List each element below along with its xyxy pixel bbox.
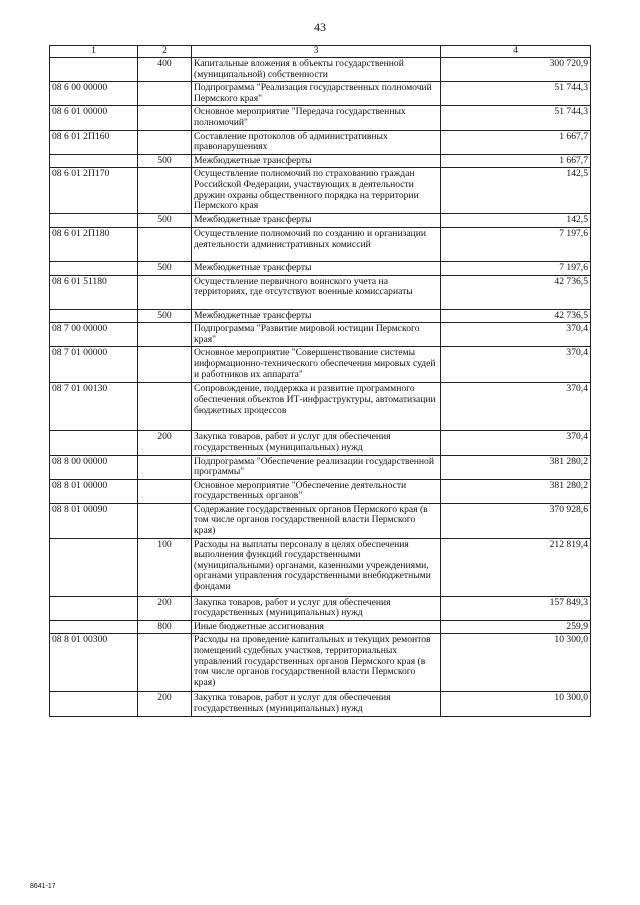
table-row bbox=[50, 106, 591, 130]
row-amount-cell: 51 744,3 bbox=[441, 106, 591, 130]
row-code-cell: 08 6 01 2П160 bbox=[50, 130, 138, 154]
table-row bbox=[50, 309, 591, 323]
row-type-cell: 800 bbox=[138, 620, 192, 634]
row-name-cell: Подпрограмма "Реализация государственных полномочий Пермского края" bbox=[192, 82, 441, 106]
row-code-cell: 08 8 01 00300 bbox=[50, 634, 138, 692]
row-code-cell bbox=[50, 538, 138, 596]
row-code-cell: 08 8 00 00000 bbox=[50, 455, 138, 479]
table-row bbox=[50, 383, 591, 431]
row-type-cell bbox=[138, 275, 192, 309]
row-type-cell bbox=[138, 503, 192, 538]
row-name-cell: Межбюджетные трансферты bbox=[192, 309, 441, 323]
row-code-cell: 08 6 01 2П180 bbox=[50, 227, 138, 261]
row-amount-cell: 370,4 bbox=[441, 431, 591, 455]
row-amount-cell: 370,4 bbox=[441, 383, 591, 431]
row-amount-cell: 157 849,3 bbox=[441, 596, 591, 620]
row-name-cell: Иные бюджетные ассигнования bbox=[192, 620, 441, 634]
row-type-cell bbox=[138, 634, 192, 692]
table-row bbox=[50, 261, 591, 275]
row-code-cell: 08 8 01 00090 bbox=[50, 503, 138, 538]
table-row bbox=[50, 227, 591, 261]
row-type-cell bbox=[138, 130, 192, 154]
row-code-cell bbox=[50, 214, 138, 228]
row-amount-cell: 370,4 bbox=[441, 347, 591, 383]
table-row bbox=[50, 214, 591, 228]
row-type-cell bbox=[138, 479, 192, 503]
row-code-cell: 08 7 01 00000 bbox=[50, 347, 138, 383]
table-row bbox=[50, 130, 591, 154]
row-code-cell: 08 7 00 00000 bbox=[50, 323, 138, 347]
row-code-cell: 08 6 01 2П170 bbox=[50, 168, 138, 214]
table-row bbox=[50, 538, 591, 596]
row-name-cell: Осуществление полномочий по страхованию граждан Российской Федерации, участвующих в деятельности дружин охраны общественного порядка на территории Пермского края bbox=[192, 168, 441, 214]
row-code-cell bbox=[50, 261, 138, 275]
row-amount-cell: 142,5 bbox=[441, 168, 591, 214]
row-amount-cell: 10 300,0 bbox=[441, 692, 591, 716]
budget-table bbox=[49, 45, 591, 717]
row-amount-cell: 7 197,6 bbox=[441, 227, 591, 261]
row-name-cell: Подпрограмма "Развитие мировой юстиции Пермского края" bbox=[192, 323, 441, 347]
row-name-cell: Межбюджетные трансферты bbox=[192, 214, 441, 228]
row-type-cell: 200 bbox=[138, 596, 192, 620]
row-name-cell: Основное мероприятие "Обеспечение деятельности государственных органов" bbox=[192, 479, 441, 503]
row-type-cell bbox=[138, 168, 192, 214]
row-amount-cell: 381 280,2 bbox=[441, 479, 591, 503]
table-row bbox=[50, 479, 591, 503]
row-name-cell: Составление протоколов об административных правонарушениях bbox=[192, 130, 441, 154]
row-type-cell bbox=[138, 82, 192, 106]
row-name-cell: Закупка товаров, работ и услуг для обеспечения государственных (муниципальных) нужд bbox=[192, 431, 441, 455]
row-name-cell: Осуществление полномочий по созданию и организации деятельности административных комиссий bbox=[192, 227, 441, 261]
row-type-cell: 500 bbox=[138, 309, 192, 323]
row-code-cell bbox=[50, 692, 138, 716]
row-name-cell: Подпрограмма "Обеспечение реализации государственной программы" bbox=[192, 455, 441, 479]
row-name-cell: Капитальные вложения в объекты государственной (муниципальной) собственности bbox=[192, 58, 441, 82]
column-header-code: 1 bbox=[50, 46, 138, 58]
row-amount-cell: 142,5 bbox=[441, 214, 591, 228]
row-name-cell: Закупка товаров, работ и услуг для обеспечения государственных (муниципальных) нужд bbox=[192, 596, 441, 620]
row-name-cell: Основное мероприятие "Совершенствование системы информационно-технического обеспечения мировых судей и работников их аппарата" bbox=[192, 347, 441, 383]
row-code-cell bbox=[50, 58, 138, 82]
row-code-cell: 08 6 00 00000 bbox=[50, 82, 138, 106]
table-row bbox=[50, 168, 591, 214]
row-amount-cell: 42 736,5 bbox=[441, 275, 591, 309]
row-type-cell bbox=[138, 455, 192, 479]
page-number: 43 bbox=[314, 20, 326, 34]
row-code-cell: 08 8 01 00000 bbox=[50, 479, 138, 503]
row-amount-cell: 300 720,9 bbox=[441, 58, 591, 82]
row-code-cell: 08 6 01 51180 bbox=[50, 275, 138, 309]
row-amount-cell: 1 667,7 bbox=[441, 130, 591, 154]
row-name-cell: Сопровождение, поддержка и развитие программного обеспечения объектов ИТ-инфраструктуры, автоматизации бюджетных процессов bbox=[192, 383, 441, 431]
row-amount-cell: 51 744,3 bbox=[441, 82, 591, 106]
row-type-cell bbox=[138, 347, 192, 383]
table-row bbox=[50, 323, 591, 347]
row-code-cell bbox=[50, 431, 138, 455]
row-code-cell bbox=[50, 154, 138, 168]
table-row bbox=[50, 503, 591, 538]
row-amount-cell: 10 300,0 bbox=[441, 634, 591, 692]
table-row bbox=[50, 154, 591, 168]
table-row bbox=[50, 634, 591, 692]
column-header-amount: 4 bbox=[441, 46, 591, 58]
row-name-cell: Расходы на проведение капитальных и текущих ремонтов помещений судебных участков, территориальных управлений государственных органов Пермского края (в том числе органов государственной власти Пермского края) bbox=[192, 634, 441, 692]
row-amount-cell: 42 736,5 bbox=[441, 309, 591, 323]
footer-code: 8641-17 bbox=[30, 883, 56, 890]
row-name-cell: Основное мероприятие "Передача государственных полномочий" bbox=[192, 106, 441, 130]
row-code-cell: 08 6 01 00000 bbox=[50, 106, 138, 130]
row-name-cell: Расходы на выплаты персоналу в целях обеспечения выполнения функций государственными (муниципальными) органами, казенными учреждениями, органами управления государственными внебюджетными фондами bbox=[192, 538, 441, 596]
column-header-type: 2 bbox=[138, 46, 192, 58]
row-type-cell: 500 bbox=[138, 214, 192, 228]
column-header-name: 3 bbox=[192, 46, 441, 58]
table-row bbox=[50, 692, 591, 716]
row-type-cell: 200 bbox=[138, 692, 192, 716]
row-amount-cell: 7 197,6 bbox=[441, 261, 591, 275]
row-name-cell: Межбюджетные трансферты bbox=[192, 261, 441, 275]
row-type-cell: 500 bbox=[138, 154, 192, 168]
row-amount-cell: 370 928,6 bbox=[441, 503, 591, 538]
row-type-cell bbox=[138, 227, 192, 261]
row-name-cell: Содержание государственных органов Пермского края (в том числе органов государственной власти Пермского края) bbox=[192, 503, 441, 538]
row-amount-cell: 381 280,2 bbox=[441, 455, 591, 479]
row-code-cell bbox=[50, 596, 138, 620]
row-code-cell bbox=[50, 620, 138, 634]
table-row bbox=[50, 82, 591, 106]
row-name-cell: Межбюджетные трансферты bbox=[192, 154, 441, 168]
row-amount-cell: 259,9 bbox=[441, 620, 591, 634]
table-body bbox=[50, 58, 591, 717]
row-type-cell bbox=[138, 106, 192, 130]
row-type-cell: 500 bbox=[138, 261, 192, 275]
row-name-cell: Осуществление первичного воинского учета на территориях, где отсутствуют военные комиссариаты bbox=[192, 275, 441, 309]
table-row bbox=[50, 596, 591, 620]
row-amount-cell: 212 819,4 bbox=[441, 538, 591, 596]
row-code-cell: 08 7 01 00130 bbox=[50, 383, 138, 431]
table-row bbox=[50, 620, 591, 634]
row-type-cell: 200 bbox=[138, 431, 192, 455]
table-header-row bbox=[50, 46, 591, 58]
table-row bbox=[50, 58, 591, 82]
table-row bbox=[50, 347, 591, 383]
table-row bbox=[50, 431, 591, 455]
row-type-cell: 100 bbox=[138, 538, 192, 596]
row-code-cell bbox=[50, 309, 138, 323]
row-type-cell bbox=[138, 323, 192, 347]
row-type-cell bbox=[138, 383, 192, 431]
row-name-cell: Закупка товаров, работ и услуг для обеспечения государственных (муниципальных) нужд bbox=[192, 692, 441, 716]
row-amount-cell: 1 667,7 bbox=[441, 154, 591, 168]
row-amount-cell: 370,4 bbox=[441, 323, 591, 347]
table-row bbox=[50, 455, 591, 479]
row-type-cell: 400 bbox=[138, 58, 192, 82]
table-row bbox=[50, 275, 591, 309]
